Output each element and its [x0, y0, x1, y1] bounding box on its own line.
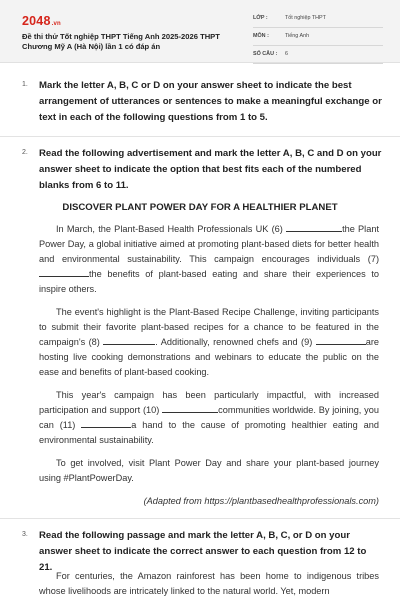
exam-meta-table — [253, 10, 383, 64]
meta-row-question-count: SỐ CÂU : 6 — [253, 46, 383, 64]
question-number: 1. — [22, 81, 28, 88]
question-number: 2. — [22, 149, 28, 156]
question-instruction: Read the following passage and mark the letter A, B, C, or D on your answer sheet to indicate the correct answer to each question from 12 to 21. — [39, 530, 367, 573]
site-logo[interactable]: 2048.vn — [22, 14, 61, 28]
blank-7[interactable] — [39, 267, 89, 277]
blank-8[interactable] — [103, 335, 155, 345]
blank-11[interactable] — [81, 418, 131, 428]
advertisement-paragraph-3: This year's campaign has been particularly impactful, with increased participation and support (10) communities worldwide. By joining, you can (11) a hand to the cause of promoting healthier eating and environmental sustainability. — [39, 390, 380, 445]
advertisement-paragraph-1: In March, the Plant-Based Health Professionals UK (6) the Plant Power Day, a global initiative aimed at promoting plant-based diets for better health and environmental sustainability. This campaign encourages individuals (7) the benefits of plant-based eating and share their experiences to inspire others. — [39, 224, 379, 294]
advertisement-title: DISCOVER PLANT POWER DAY FOR A HEALTHIER PLANET — [62, 202, 338, 213]
blank-10[interactable] — [162, 403, 218, 413]
question-2-section — [0, 136, 400, 519]
exam-title: Đề thi thử Tốt nghiệp THPT Tiếng Anh 2025-2026 THPT Chương Mỹ A (Hà Nội) lần 1 có đáp án — [22, 32, 220, 51]
question-1-section — [0, 62, 400, 137]
advertisement-paragraph-2: The event's highlight is the Plant-Based Recipe Challenge, inviting participants to submit their favorite plant-based recipes for a chance to be featured in the campaign's (8) . Additionally, renowned chefs and (9) are hosting live cooking demonstrations and webinars to educate the public on the ease and benefits of plant-based cooking. — [39, 307, 379, 377]
question-instruction: Mark the letter A, B, C or D on your answer sheet to indicate the best arrangement of utterances or sentences to make a meaningful exchange or text in each of the following questions from 1 to 5. — [39, 80, 382, 123]
document-header — [0, 0, 400, 63]
blank-9[interactable] — [316, 335, 366, 345]
question-3-section — [0, 518, 400, 600]
advertisement-paragraph-4: To get involved, visit Plant Power Day and share your plant-based journey using #PlantPowerDay. — [39, 458, 379, 483]
passage-paragraph-1: For centuries, the Amazon rainforest has been home to indigenous tribes whose livelihoods are intricately linked to the natural world. Yet, modern — [39, 571, 379, 596]
meta-row-class: LỚP : Tốt nghiệp THPT — [253, 10, 383, 28]
question-number: 3. — [22, 531, 28, 538]
advertisement-source: (Adapted from https://plantbasedhealthprofessionals.com) — [143, 496, 379, 506]
meta-row-subject: MÔN : Tiếng Anh — [253, 28, 383, 46]
question-instruction: Read the following advertisement and mark the letter A, B, C and D on your answer sheet to indicate the option that best fits each of the numbered blanks from 6 to 11. — [39, 148, 382, 191]
blank-6[interactable] — [286, 222, 342, 232]
